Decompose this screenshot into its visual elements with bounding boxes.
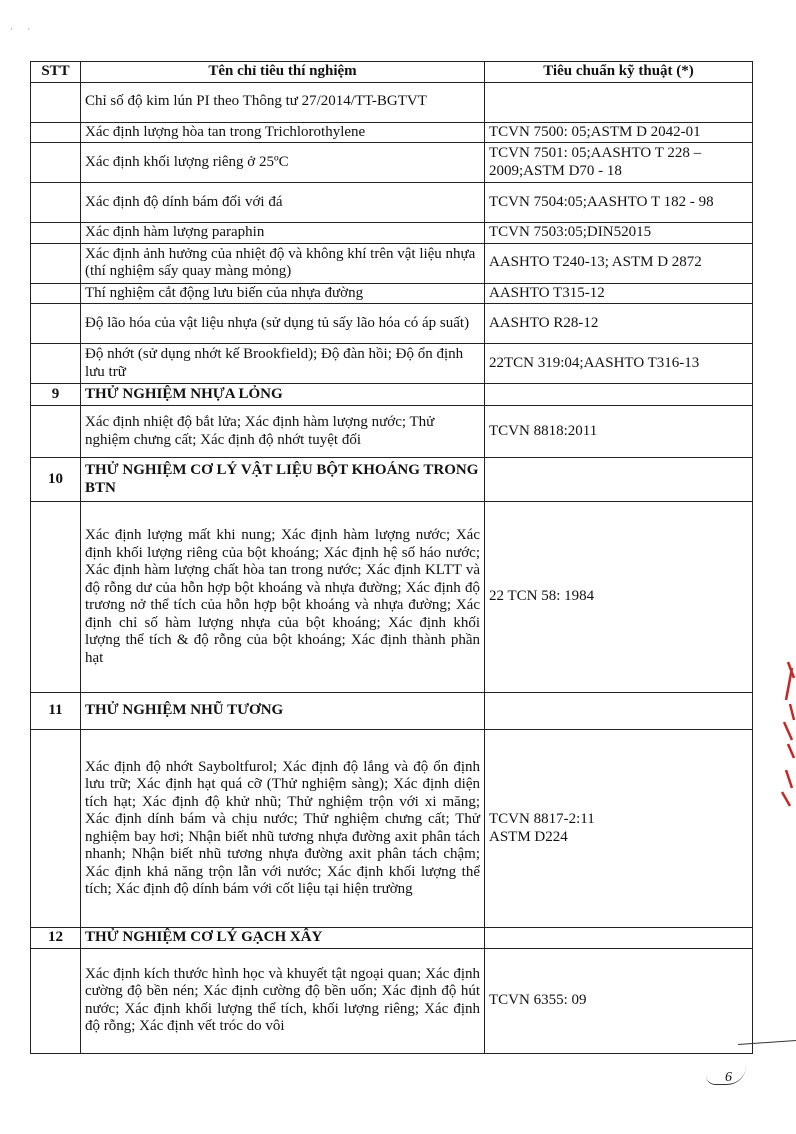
section-number: 11: [31, 693, 81, 730]
section-title: THỬ NGHIỆM NHŨ TƯƠNG: [81, 693, 485, 730]
row-standard: AASHTO R28-12: [485, 304, 753, 344]
table-row: [31, 948, 753, 1053]
row-stt: [31, 344, 81, 384]
section-row: [31, 693, 753, 730]
section-title: THỬ NGHIỆM CƠ LÝ VẬT LIỆU BỘT KHOÁNG TRONG BTN: [81, 458, 485, 502]
row-stt: [31, 283, 81, 304]
table-row: [31, 283, 753, 304]
page-number: 6: [725, 1070, 732, 1085]
table-row: [31, 502, 753, 693]
scan-speck: · ·: [10, 24, 37, 34]
row-standard: 22TCN 319:04;AASHTO T316-13: [485, 344, 753, 384]
row-standard: TCVN 6355: 09: [485, 948, 753, 1053]
row-standard: AASHTO T315-12: [485, 283, 753, 304]
row-test-name: Xác định khối lượng riêng ở 25ºC: [81, 143, 485, 183]
row-standard: AASHTO T240-13; ASTM D 2872: [485, 243, 753, 283]
row-test-name: Xác định lượng mất khi nung; Xác định hàm lượng nước; Xác định khối lượng riêng của bột khoáng; Xác định hệ số háo nước; Xác định hàm lượng chất hòa tan trong nước; Xác định KLTT và độ rỗng dư của hỗn hợp bột khoáng và nhựa đường; Xác định độ trương nở thể tích của hỗn hợp bột khoáng và nhựa đường; Xác định chỉ số hàm lượng nhựa của bột khoáng; Xác định khối lượng thể tích & độ rỗng của bột khoáng; Xác định thành phần hạt: [81, 502, 485, 693]
row-stt: [31, 183, 81, 223]
table-row: [31, 344, 753, 384]
section-row: [31, 458, 753, 502]
row-test-name: Xác định hàm lượng paraphin: [81, 223, 485, 244]
header-test-name: Tên chỉ tiêu thí nghiệm: [81, 62, 485, 83]
row-stt: [31, 243, 81, 283]
row-standard: [485, 384, 753, 406]
row-standard: TCVN 7501: 05;AASHTO T 228 – 2009;ASTM D70 - 18: [485, 143, 753, 183]
table-row: [31, 143, 753, 183]
row-standard: TCVN 8817-2:11 ASTM D224: [485, 730, 753, 928]
row-standard: [485, 928, 753, 949]
header-standard: Tiêu chuẩn kỹ thuật (*): [485, 62, 753, 83]
section-row: [31, 384, 753, 406]
row-test-name: Xác định độ dính bám đối với đá: [81, 183, 485, 223]
table-header-row: [31, 62, 753, 83]
table-row: [31, 223, 753, 244]
row-stt: [31, 406, 81, 458]
row-test-name: Xác định nhiệt độ bắt lửa; Xác định hàm lượng nước; Thử nghiệm chưng cất; Xác định độ nhớt tuyệt đối: [81, 406, 485, 458]
row-stt: [31, 82, 81, 122]
table-row: [31, 730, 753, 928]
row-standard: TCVN 7503:05;DIN52015: [485, 223, 753, 244]
row-test-name: Xác định kích thước hình học và khuyết tật ngoại quan; Xác định cường độ bền nén; Xác định cường độ bền uốn; Xác định độ hút nước; Xác định khối lượng thể tích, khối lượng riêng; Xác định độ rỗng; Xác định vết tróc do vôi: [81, 948, 485, 1053]
section-number: 10: [31, 458, 81, 502]
table-row: [31, 304, 753, 344]
table-row: [31, 82, 753, 122]
row-standard: TCVN 8818:2011: [485, 406, 753, 458]
row-stt: [31, 948, 81, 1053]
row-stt: [31, 730, 81, 928]
row-standard: TCVN 7504:05;AASHTO T 182 - 98: [485, 183, 753, 223]
row-standard: TCVN 7500: 05;ASTM D 2042-01: [485, 122, 753, 143]
row-standard: 22 TCN 58: 1984: [485, 502, 753, 693]
row-standard: [485, 458, 753, 502]
row-stt: [31, 502, 81, 693]
table-row: [31, 183, 753, 223]
section-number: 9: [31, 384, 81, 406]
table-row: [31, 122, 753, 143]
row-test-name: Thí nghiệm cắt động lưu biến của nhựa đường: [81, 283, 485, 304]
section-title: THỬ NGHIỆM CƠ LÝ GẠCH XÂY: [81, 928, 485, 949]
row-test-name: Độ lão hóa của vật liệu nhựa (sử dụng tủ sấy lão hóa có áp suất): [81, 304, 485, 344]
row-test-name: Xác định ảnh hưởng của nhiệt độ và không khí trên vật liệu nhựa (thí nghiệm sấy quay màng mỏng): [81, 243, 485, 283]
section-row: [31, 928, 753, 949]
row-test-name: Độ nhớt (sử dụng nhớt kế Brookfield); Độ đàn hồi; Độ ổn định lưu trữ: [81, 344, 485, 384]
row-test-name: Xác định độ nhớt Sayboltfurol; Xác định độ lắng và độ ổn định lưu trữ; Xác định hạt quá cỡ (Thử nghiệm sàng); Xác định diện tích hạt; Xác định độ khử nhũ; Thử nghiệm trộn với xi măng; Xác định dính bám và chịu nước; Thử nghiệm chưng cất; Thử nghiệm bay hơi; Nhận biết nhũ tương nhựa đường axit phân tách nhanh; Nhận biết nhũ tương nhựa đường axit phân tách chậm; Xác định khả năng trộn lẫn với nước; Xác định khối lượng thể tích; Xác định độ dính bám với cốt liệu tại hiện trường: [81, 730, 485, 928]
row-stt: [31, 122, 81, 143]
row-test-name: Xác định lượng hòa tan trong Trichlorothylene: [81, 122, 485, 143]
table-row: [31, 243, 753, 283]
section-number: 12: [31, 928, 81, 949]
row-stt: [31, 304, 81, 344]
row-stt: [31, 143, 81, 183]
table-row: [31, 406, 753, 458]
section-title: THỬ NGHIỆM NHỰA LỎNG: [81, 384, 485, 406]
red-stamp-fragment: [772, 660, 796, 810]
test-standards-table: [30, 61, 753, 1054]
row-stt: [31, 223, 81, 244]
row-test-name: Chỉ số độ kim lún PI theo Thông tư 27/2014/TT-BGTVT: [81, 82, 485, 122]
row-standard: [485, 82, 753, 122]
header-stt: STT: [31, 62, 81, 83]
row-standard: [485, 693, 753, 730]
